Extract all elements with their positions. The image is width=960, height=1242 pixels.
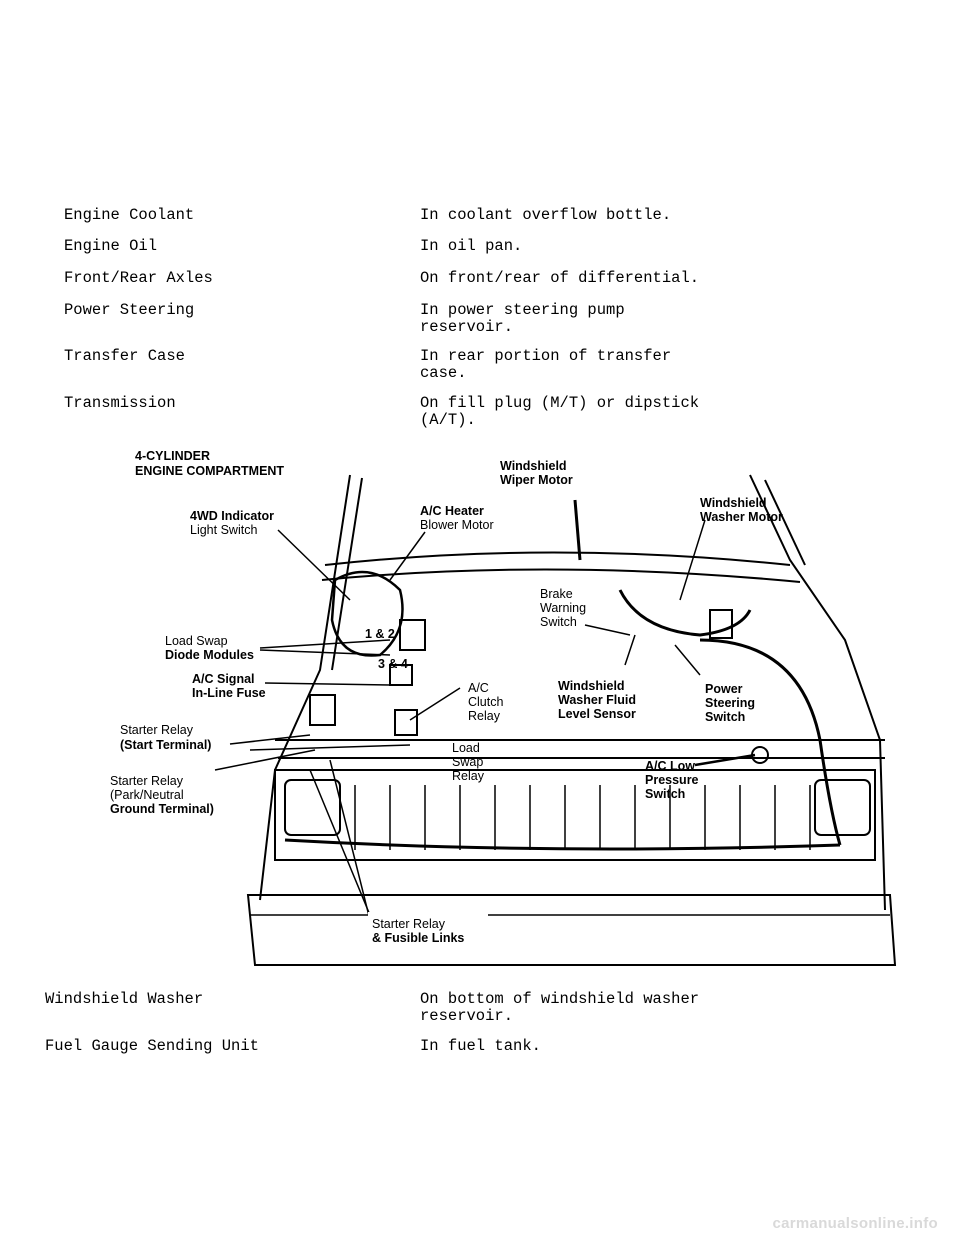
label-text: In-Line Fuse (192, 686, 266, 700)
label-fusible-links (372, 931, 464, 945)
item-name: Engine Oil (64, 237, 158, 255)
item-name: Fuel Gauge Sending Unit (45, 1037, 259, 1055)
label-wiper-motor (500, 459, 567, 473)
label-text: Swap (452, 755, 484, 769)
label-text: Washer Fluid (558, 693, 637, 707)
label-text: Level Sensor (558, 707, 636, 721)
label-text: (Start Terminal) (120, 738, 212, 752)
label-text: Pressure (645, 773, 699, 787)
item-name: Engine Coolant (64, 206, 195, 224)
label-start-terminal (120, 723, 194, 737)
label-ac-low-pressure (645, 773, 699, 787)
label-text: Starter Relay (110, 774, 183, 788)
label-park-neutral (110, 788, 184, 802)
item-location: On fill plug (M/T) or dipstick (A/T). (420, 394, 700, 429)
label-clutch-relay (468, 709, 501, 723)
label-text: Load (452, 741, 480, 755)
label-text: Windshield (558, 679, 625, 693)
label-fluid-sensor (558, 679, 625, 693)
label-clutch-relay (468, 681, 489, 695)
label-load-swap-relay (452, 769, 485, 783)
label-text: Power (705, 682, 743, 696)
label-ps-switch (705, 696, 755, 710)
item-location: On bottom of windshield washer reservoir. (420, 990, 700, 1025)
label-text: Relay (468, 709, 500, 723)
label-text: ENGINE COMPARTMENT (135, 464, 285, 478)
item-location: In fuel tank. (420, 1037, 541, 1055)
diagram-title (135, 464, 284, 478)
label-text: Windshield (500, 459, 567, 473)
item-location: In power steering pump reservoir. (420, 301, 625, 336)
label-text: & Fusible Links (372, 931, 465, 945)
item-name: Windshield Washer (45, 990, 204, 1008)
label-ac-fuse (192, 686, 266, 700)
label-diode-modules (165, 634, 228, 648)
label-text: Warning (540, 601, 587, 615)
label-text: Wiper Motor (500, 473, 573, 487)
label-blower-motor (420, 518, 494, 532)
item-location: In oil pan. (420, 237, 523, 255)
label-text: Windshield (700, 496, 767, 510)
label-text: Relay (452, 769, 484, 783)
label-text: Switch (705, 710, 746, 724)
label-text: Load Swap (165, 634, 228, 648)
label-clutch-relay (468, 695, 503, 709)
watermark-footer: carmanualsonline.info (772, 1215, 938, 1232)
item-location: On front/rear of differential. (420, 269, 700, 287)
label-text: Steering (705, 696, 756, 710)
label-text: 3 & 4 (378, 657, 408, 671)
label-fluid-sensor (558, 707, 636, 721)
label-text: Blower Motor (420, 518, 494, 532)
label-load-swap-relay (452, 741, 480, 755)
label-text: A/C (468, 681, 489, 695)
label-text: 4WD Indicator (190, 509, 275, 523)
item-location: In rear portion of transfer case. (420, 347, 672, 382)
item-location: In coolant overflow bottle. (420, 206, 672, 224)
label-brake-switch (540, 615, 577, 629)
label-ac-low-pressure (645, 759, 695, 773)
label-text: Ground Terminal) (110, 802, 214, 816)
item-name: Transfer Case (64, 347, 185, 365)
label-park-neutral (110, 774, 184, 788)
label-text: 4-CYLINDER (135, 449, 211, 463)
label-ps-switch (705, 710, 745, 724)
label-diode-12 (365, 627, 395, 641)
label-text: 1 & 2 (365, 627, 395, 641)
label-blower-motor (420, 504, 484, 518)
label-text: Starter Relay (120, 723, 193, 737)
label-text: (Park/Neutral (110, 788, 184, 802)
label-fluid-sensor (558, 693, 636, 707)
label-text: Starter Relay (372, 917, 445, 931)
label-diode-modules (165, 648, 254, 662)
label-text: Light Switch (190, 523, 258, 537)
label-text: Diode Modules (165, 648, 254, 662)
label-ps-switch (705, 682, 743, 696)
label-ac-fuse (192, 672, 255, 686)
label-washer-motor (700, 510, 783, 524)
label-text: A/C Signal (192, 672, 255, 686)
label-wiper-motor (500, 473, 573, 487)
label-washer-motor (700, 496, 767, 510)
label-text: Switch (540, 615, 577, 629)
label-diode-34 (378, 657, 408, 671)
label-ac-low-pressure (645, 787, 685, 801)
label-load-swap-relay (452, 755, 483, 769)
label-text: Washer Motor (700, 510, 783, 524)
label-brake-switch (540, 601, 586, 615)
label-4wd-switch (190, 523, 257, 537)
label-fusible-links (372, 917, 446, 931)
label-park-neutral (110, 802, 214, 816)
engine-compartment-diagram (100, 440, 910, 990)
label-4wd-switch (190, 509, 274, 523)
item-name: Transmission (64, 394, 176, 412)
label-brake-switch (540, 587, 573, 601)
label-text: Brake (540, 587, 573, 601)
item-name: Power Steering (64, 301, 195, 319)
label-start-terminal (120, 738, 211, 752)
label-text: A/C Low (645, 759, 695, 773)
label-text: A/C Heater (420, 504, 484, 518)
item-name: Front/Rear Axles (64, 269, 213, 287)
label-text: Switch (645, 787, 686, 801)
diagram-title (135, 449, 210, 463)
label-text: Clutch (468, 695, 504, 709)
